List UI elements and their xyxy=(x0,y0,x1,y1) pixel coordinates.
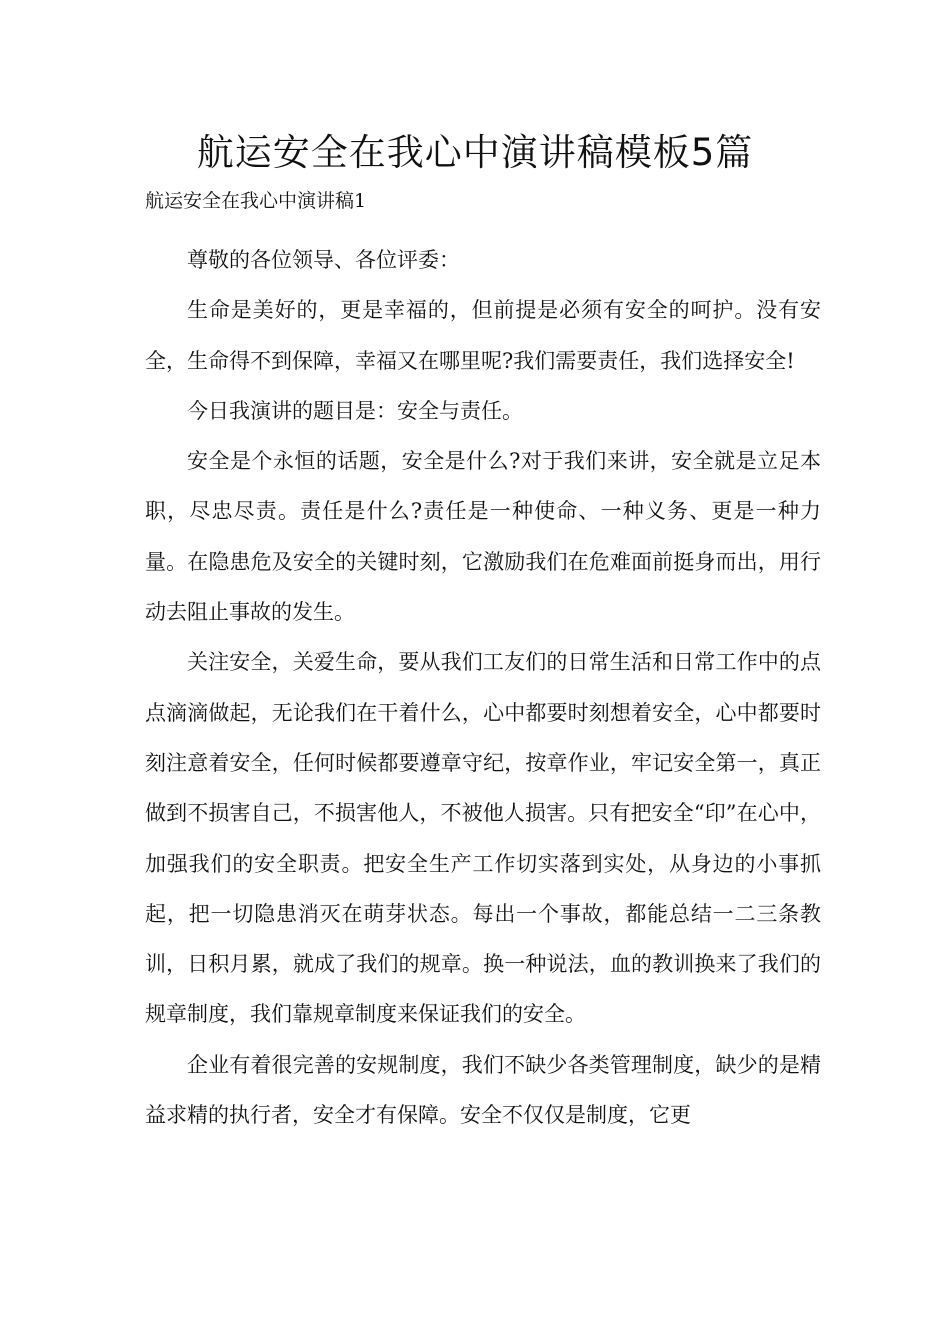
paragraph-4: 关注安全，关爱生命，要从我们工友们的日常生活和日常工作中的点点滴滴做起，无论我们在干着什么，心中都要时刻想着安全，心中都要时刻注意着安全，任何时候都要遵章守纪，按章作业，牢记安全第一，真正做到不损害自己，不损害他人，不被他人损害。只有把安全“印”在心中，加强我们的安全职责。把安全生产工作切实落到实处，从身边的小事抓起，把一切隐患消灭在萌芽状态。每出一个事故，都能总结一二三条教训，日积月累，就成了我们的规章。换一种说法，血的教训换来了我们的规章制度，我们靠规章制度来保证我们的安全。 xyxy=(145,650,821,1027)
section-heading: 航运安全在我心中演讲稿1 xyxy=(145,190,367,212)
document-title: 航运安全在我心中演讲稿模板5篇 xyxy=(196,131,754,174)
paragraph-1: 生命是美好的，更是幸福的，但前提是必须有安全的呵护。没有安全，生命得不到保障，幸福又在哪里呢?我们需要责任，我们选择安全! xyxy=(145,298,821,373)
paragraph-5: 企业有着很完善的安规制度，我们不缺少各类管理制度，缺少的是精益求精的执行者，安全才有保障。安全不仅仅是制度，它更 xyxy=(145,1052,821,1128)
paragraph-3: 安全是个永恒的话题，安全是什么?对于我们来讲，安全就是立足本职，尽忠尽责。责任是什么?责任是一种使命、一种义务、更是一种力量。在隐患危及安全的关键时刻，它激励我们在危难面前挺身而出，用行动去阻止事故的发生。 xyxy=(145,449,821,625)
document-body xyxy=(145,235,821,1140)
paragraph-2: 今日我演讲的题目是：安全与责任。 xyxy=(187,398,523,423)
paragraph-salutation: 尊敬的各位领导、各位评委： xyxy=(187,248,460,272)
